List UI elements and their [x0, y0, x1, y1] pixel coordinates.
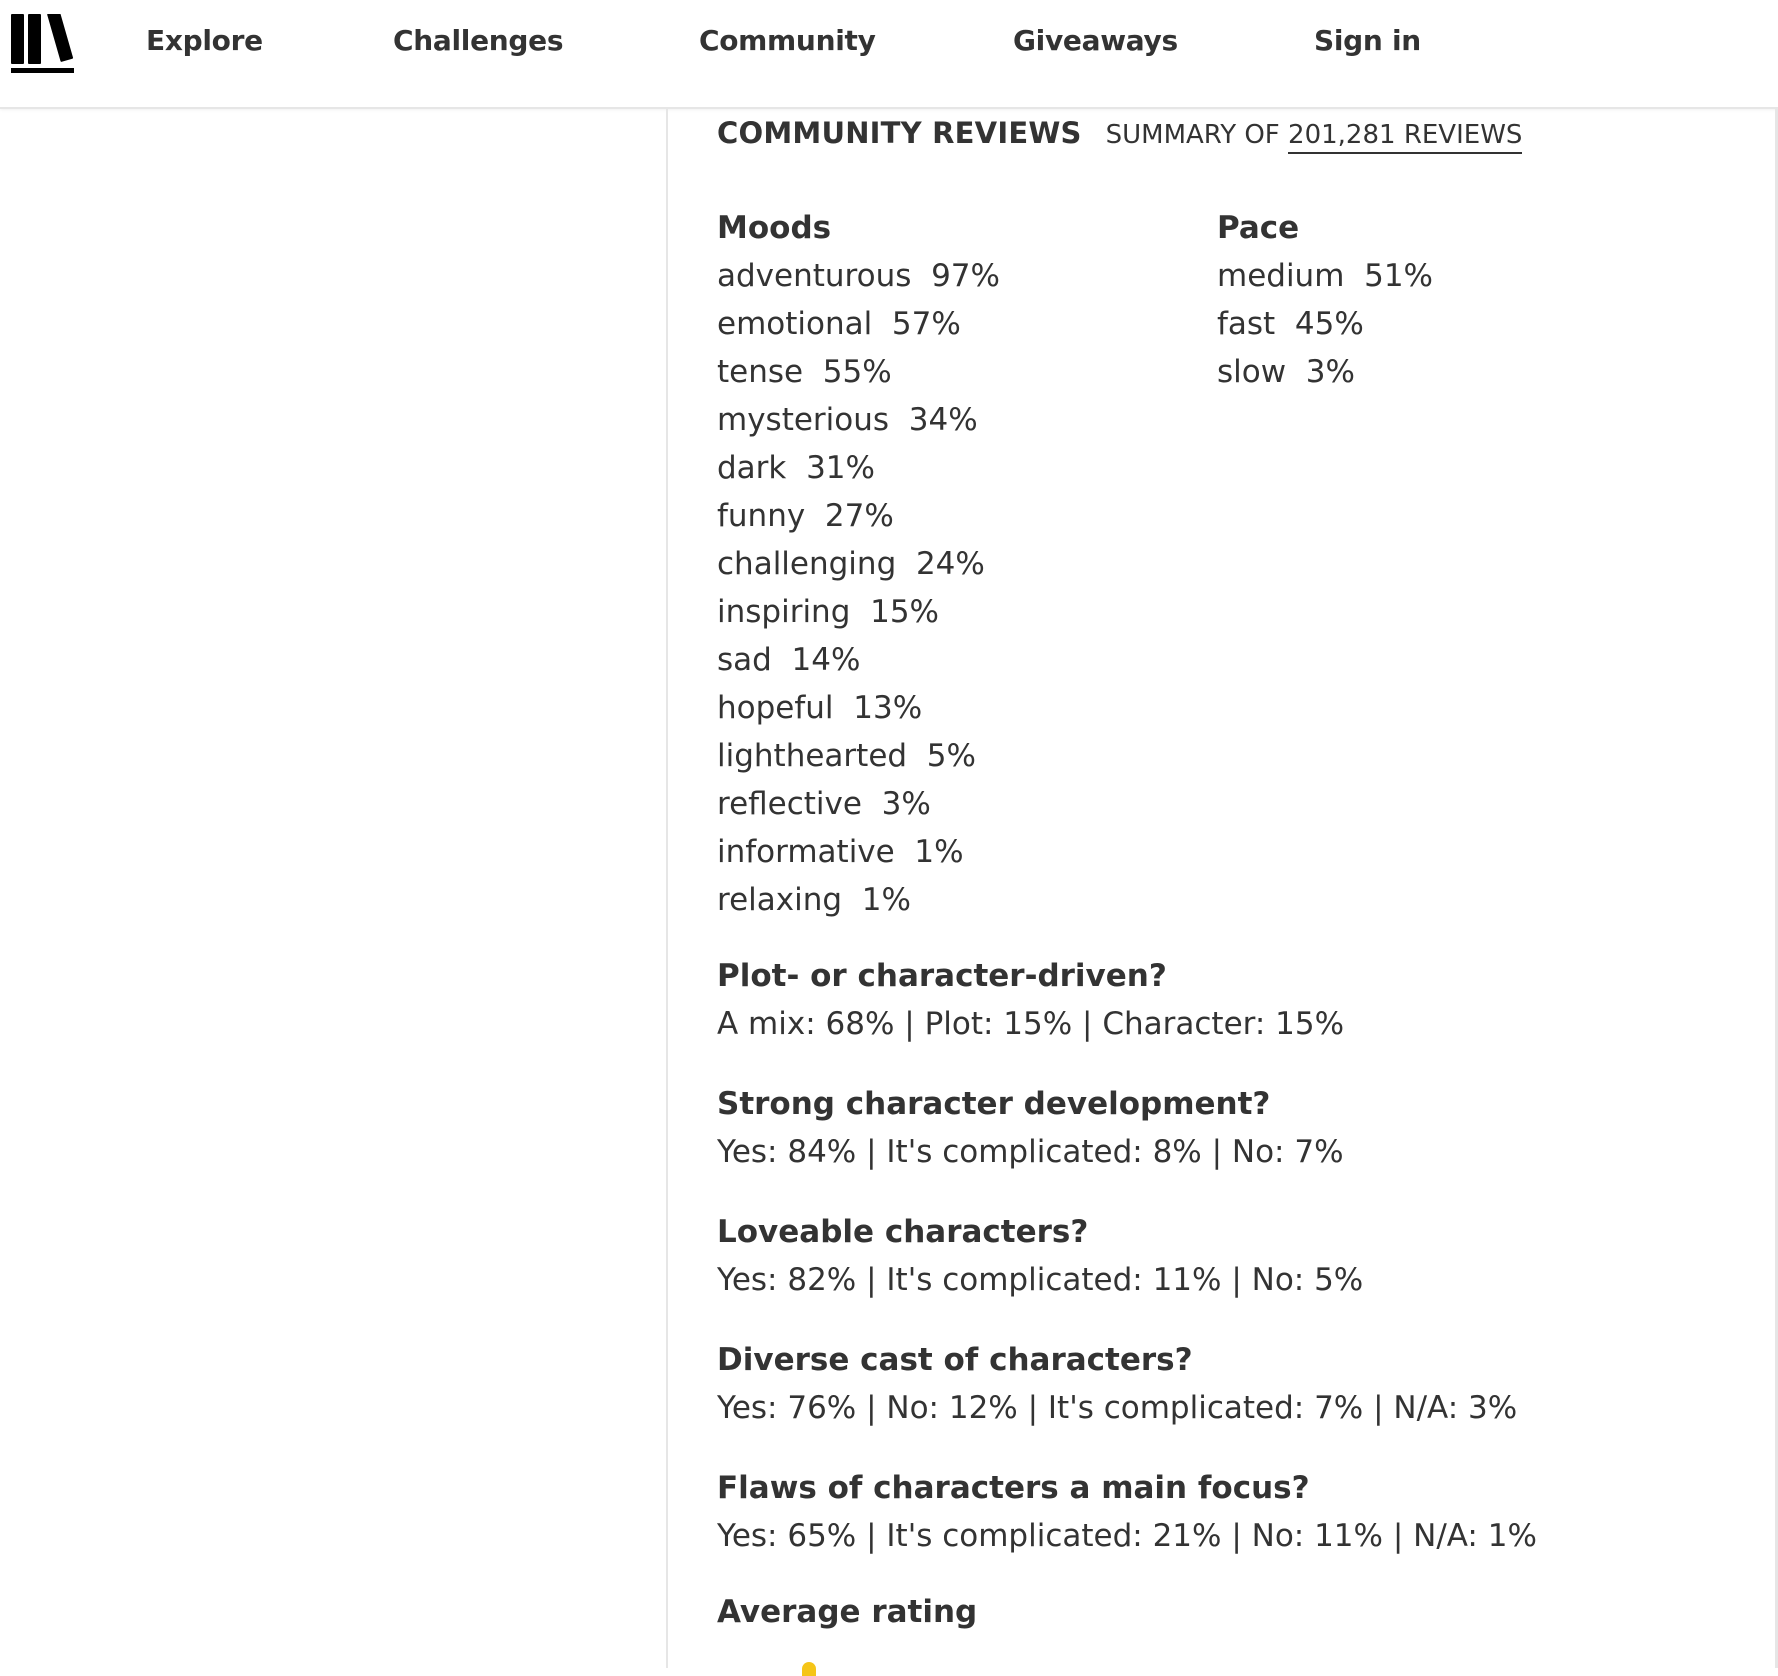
mood-item: emotional 57%: [717, 306, 961, 342]
question-heading: Strong character development?: [717, 1086, 1271, 1122]
rating-star-icon: [802, 1662, 816, 1676]
mood-item: relaxing 1%: [717, 882, 911, 918]
nav-challenges[interactable]: Challenges: [393, 24, 564, 57]
mood-item: lighthearted 5%: [717, 738, 976, 774]
question-answer: A mix: 68% | Plot: 15% | Character: 15%: [717, 1006, 1345, 1042]
nav-giveaways[interactable]: Giveaways: [1013, 24, 1178, 57]
reviews-count-link[interactable]: 201,281 REVIEWS: [1288, 120, 1522, 154]
reviews-summary: [1106, 120, 1523, 150]
mood-item: challenging 24%: [717, 546, 985, 582]
mood-item: inspiring 15%: [717, 594, 939, 630]
review-question: [717, 1336, 1717, 1432]
question-heading: Flaws of characters a main focus?: [717, 1470, 1310, 1506]
top-nav-bar: [0, 0, 1778, 109]
review-question: [717, 1080, 1717, 1176]
pace-column: [1217, 204, 1717, 924]
mood-item: sad 14%: [717, 642, 861, 678]
nav-sign-in[interactable]: Sign in: [1314, 24, 1421, 57]
community-reviews-title: COMMUNITY REVIEWS: [717, 116, 1082, 150]
mood-item: mysterious 34%: [717, 402, 978, 438]
mood-item: informative 1%: [717, 834, 964, 870]
pace-item: slow 3%: [1217, 354, 1355, 390]
review-question: [717, 1208, 1717, 1304]
nav-community[interactable]: Community: [699, 24, 876, 57]
review-question: [717, 952, 1717, 1048]
question-heading: Loveable characters?: [717, 1214, 1089, 1250]
question-answer: Yes: 65% | It's complicated: 21% | No: 11% | N/A: 1%: [717, 1518, 1537, 1554]
average-rating-heading: Average rating: [717, 1594, 978, 1630]
mood-item: reflective 3%: [717, 786, 931, 822]
nav-explore[interactable]: Explore: [146, 24, 263, 57]
review-question: [717, 1464, 1717, 1560]
average-rating-section: [717, 1588, 1717, 1636]
question-answer: Yes: 84% | It's complicated: 8% | No: 7%: [717, 1134, 1344, 1170]
moods-column: [717, 204, 1217, 924]
pace-item: medium 51%: [1217, 258, 1434, 294]
mood-item: hopeful 13%: [717, 690, 923, 726]
mood-item: funny 27%: [717, 498, 894, 534]
community-reviews-section: [717, 116, 1717, 1636]
question-answer: Yes: 82% | It's complicated: 11% | No: 5%: [717, 1262, 1364, 1298]
question-heading: Plot- or character-driven?: [717, 958, 1167, 994]
pace-item: fast 45%: [1217, 306, 1364, 342]
question-answer: Yes: 76% | No: 12% | It's complicated: 7% | N/A: 3%: [717, 1390, 1518, 1426]
pace-heading: Pace: [1217, 210, 1300, 246]
mood-item: tense 55%: [717, 354, 892, 390]
moods-heading: Moods: [717, 210, 832, 246]
column-divider: [666, 108, 668, 1668]
mood-item: adventurous 97%: [717, 258, 1000, 294]
summary-prefix: SUMMARY OF: [1105, 120, 1280, 150]
bookshelf-logo-icon[interactable]: [11, 14, 75, 74]
mood-item: dark 31%: [717, 450, 875, 486]
question-heading: Diverse cast of characters?: [717, 1342, 1193, 1378]
